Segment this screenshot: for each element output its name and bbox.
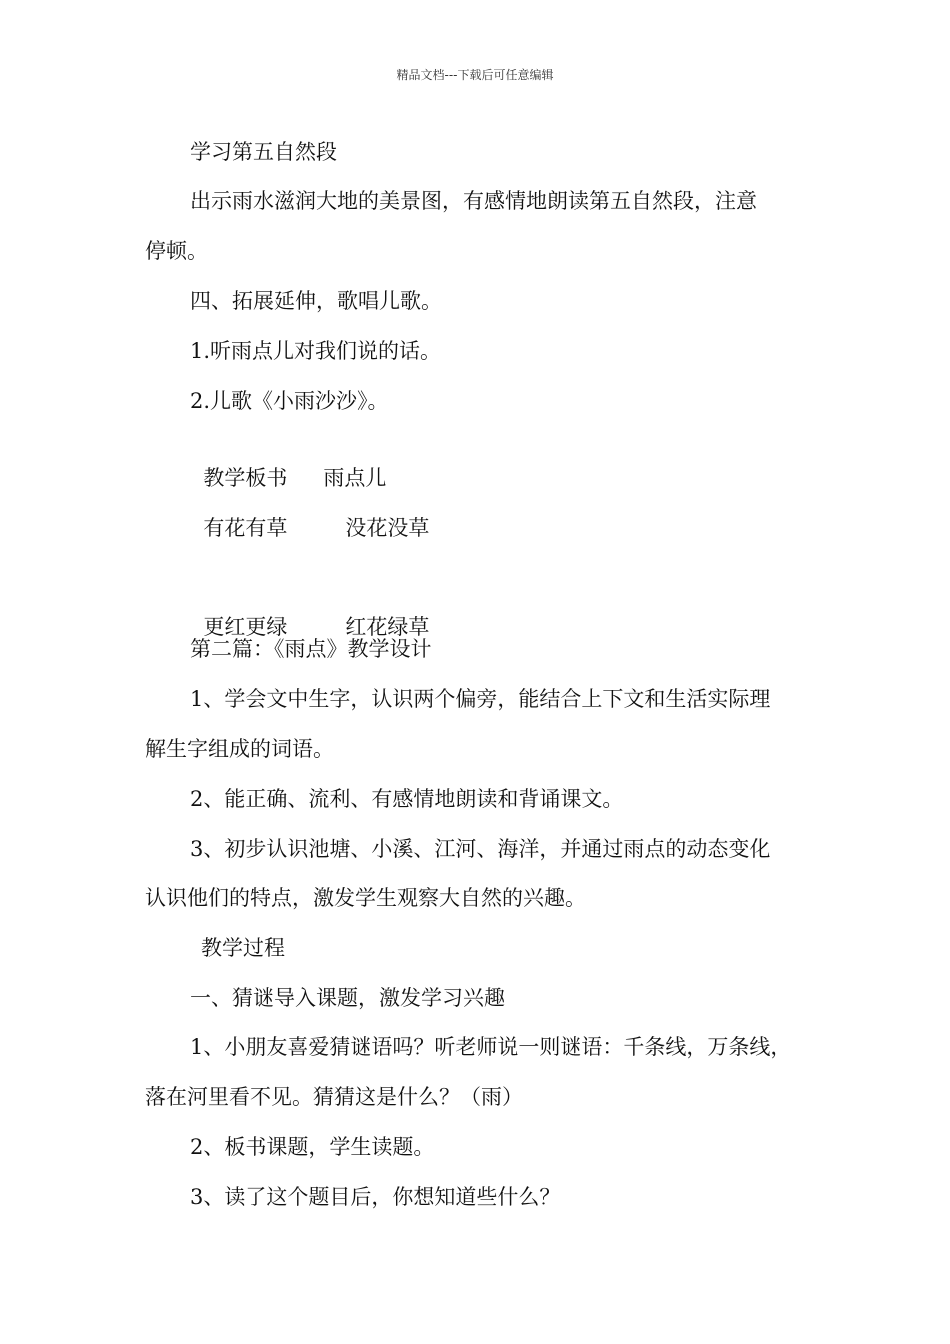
paragraph-line: 1、学会文中生字，认识两个偏旁，能结合上下文和生活实际理 <box>190 687 771 711</box>
board-writing-line <box>190 436 386 492</box>
paragraph-line: 2.儿歌《小雨沙沙》。 <box>190 389 389 413</box>
paragraph-line: 学习第五自然段 <box>190 140 337 164</box>
board-item-left: 更红更绿 <box>203 615 288 639</box>
page-header: 精品文档---下载后可任意编辑 <box>396 68 554 82</box>
board-item-right: 红花绿草 <box>345 615 430 639</box>
board-writing-line <box>190 486 429 542</box>
paragraph-line: 1.听雨点儿对我们说的话。 <box>190 339 442 363</box>
paragraph-line: 2、能正确、流利、有感情地朗读和背诵课文。 <box>190 787 624 811</box>
paragraph-line: 3、初步认识池塘、小溪、江河、海洋，并通过雨点的动态变化 <box>190 837 771 861</box>
paragraph-line: 解生字组成的词语。 <box>145 737 334 761</box>
paragraph-line: 认识他们的特点，激发学生观察大自然的兴趣。 <box>145 886 586 910</box>
board-item-left: 有花有草 <box>203 516 288 540</box>
paragraph-line: 2、板书课题，学生读题。 <box>190 1135 435 1159</box>
paragraph-line: 落在河里看不见。猜猜这是什么？（雨） <box>145 1085 523 1109</box>
paragraph-line: 一、猜谜导入课题，激发学习兴趣 <box>190 986 505 1010</box>
section-heading: 教学过程 <box>201 936 285 960</box>
paragraph-line: 四、拓展延伸，歌唱儿歌。 <box>190 289 442 313</box>
paragraph-line: 3、读了这个题目后，你想知道些什么？ <box>190 1185 561 1209</box>
section-heading: 第二篇：《雨点》教学设计 <box>190 637 432 661</box>
paragraph-line: 停顿。 <box>145 239 208 263</box>
board-item-right: 没花没草 <box>345 516 430 540</box>
paragraph-line: 1、小朋友喜爱猜谜语吗？听老师说一则谜语：千条线，万条线， <box>190 1035 792 1059</box>
board-label: 教学板书 <box>203 466 288 490</box>
board-writing-line <box>190 585 429 641</box>
board-title: 雨点儿 <box>323 466 387 490</box>
paragraph-line: 出示雨水滋润大地的美景图，有感情地朗读第五自然段，注意 <box>190 189 757 213</box>
